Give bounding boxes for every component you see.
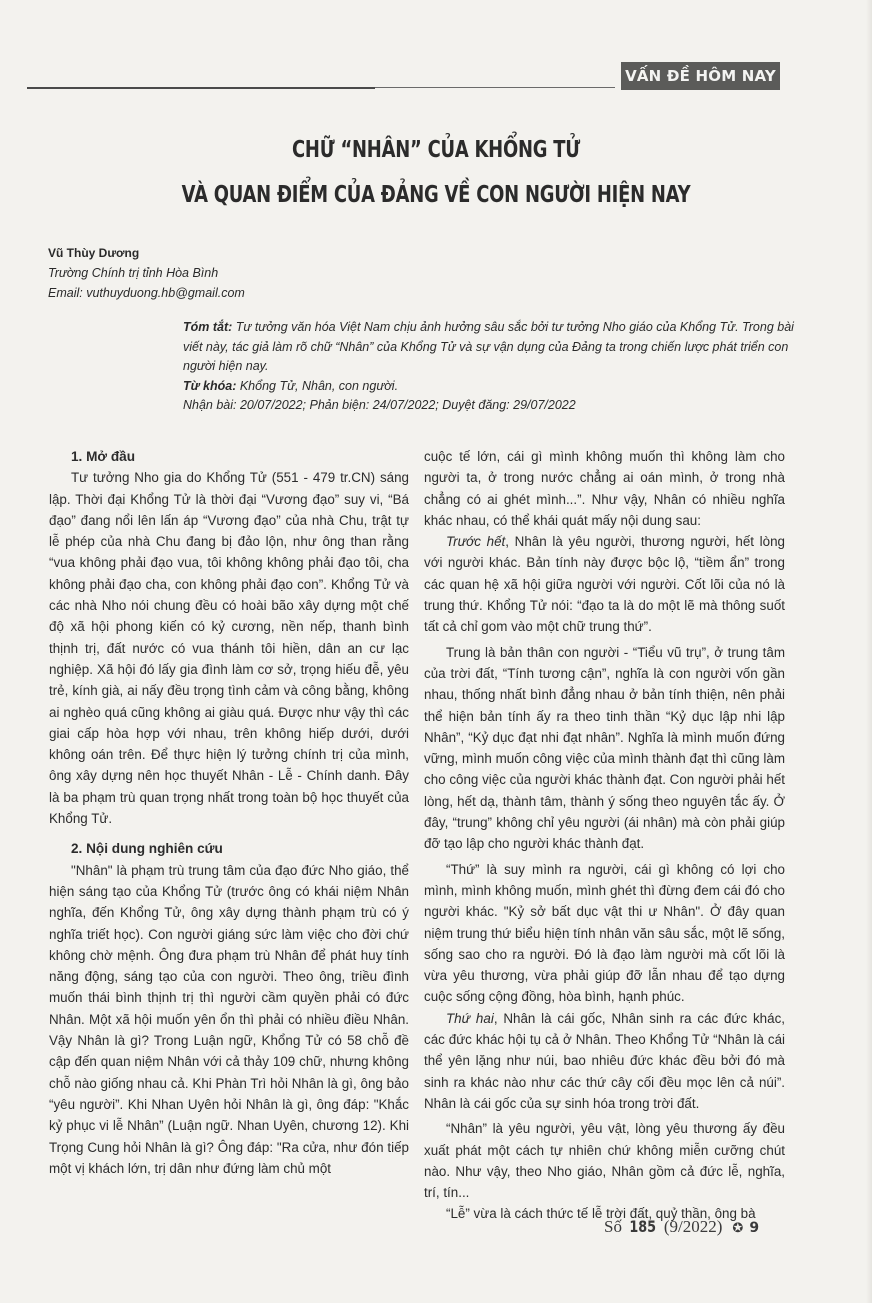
paragraph: cuộc tế lớn, cái gì mình không muốn thì không làm cho người ta, ở trong nước chẳng ai oán mình, ở trong nhà chẳng có ai ghét mình...”. Như vậy, Nhân có nhiều nghĩa khác nhau, có thể khái quát mấy nội dung sau: xyxy=(424,449,785,528)
header-rule xyxy=(27,87,375,89)
section-badge: VẤN ĐỀ HÔM NAY xyxy=(621,62,780,90)
paragraph xyxy=(424,1008,785,1114)
emphasis: Trước hết xyxy=(446,534,506,550)
article-title-line2: VÀ QUAN ĐIỂM CỦA ĐẢNG VỀ CON NGƯỜI HIỆN NAY xyxy=(181,182,691,208)
paragraph: “Lễ” vừa là cách thức tế lễ trời đất, quỷ thần, ông bà xyxy=(446,1206,756,1222)
abstract-label: Tóm tắt: xyxy=(183,320,233,334)
author-block xyxy=(48,243,245,303)
paragraph: Trung là bản thân con người - “Tiểu vũ trụ”, ở trung tâm của trời đất, “Tính tương cận”, nghĩa là con người vốn gần nhau, thống nhất bình đẳng nhau ở bản tính thiện, nên phải thể hiện bản tính ấy ra theo tinh thần “Kỷ dục lập nhi lập Nhân”, “Kỷ dục đạt nhi đạt nhân”. Nghĩa là mình muốn đứng vững, mình muốn công việc của mình thành đạt thì cũng làm cho công việc của người khác thành đạt. Con người phải hết lòng, hết dạ, thành tâm, thành ý sống theo nguyên tắc ấy. Ở đây, “trung” không chỉ yêu người (ái nhân) mà còn phải giúp đỡ tạo lập cho người khác thành đạt. xyxy=(424,644,785,852)
article-title xyxy=(96,128,776,218)
paragraph: "Nhân" là phạm trù trung tâm của đạo đức Nho giáo, thể hiện sáng tạo của Khổng Tử (trước ông có khái niệm Nhân nghĩa, đến Khổng Tử, ông xây dựng thành phạm trù có ý nghĩa triết học). Con người giáng sức làm việc cho đời chứ không chờ mệnh. Ông đưa phạm trù Nhân để phát huy tính năng động, sáng tạo của con người. Theo ông, triều đình muốn thái bình thịnh trị thì người cầm quyền phải có đức Nhân. Một xã hội muốn yên ổn thì phải có nhiều điều Nhân. Vậy Nhân là gì? Trong Luận ngữ, Khổng Tử có 58 chỗ đề cập đến quan niệm Nhân với cả thảy 109 chữ, nhưng không chỗ nào giống nhau cả. Khi Phàn Trì hỏi Nhân là gì, ông bảo “yêu người”. Khi Nhan Uyên hỏi Nhân là gì, ông đáp: "Khắc kỷ phục vi lễ Nhân” (Luận ngữ. Nhan Uyên, chương 12). Khi Trọng Cung hỏi Nhân là gì? Ông đáp: "Ra cửa, như đón tiếp một vị khách lớn, trị dân như đứng làm chủ một xyxy=(49,862,409,1176)
abstract xyxy=(183,318,795,377)
section-heading-content: 2. Nội dung nghiên cứu xyxy=(71,841,223,857)
author-name: Vũ Thùy Dương xyxy=(48,246,140,260)
issue-number: 185 xyxy=(629,1217,657,1236)
paragraph: Tư tưởng Nho gia do Khổng Tử (551 - 479 tr.CN) sáng lập. Thời đại Khổng Tử là thời đại “Vương đạo” suy vi, “Bá đạo” đang nổi lên lấn áp “Vương đạo” của nhà Chu, trật tự lễ phép của nhà Chu đang bị đảo lộn, như ông than rằng “vua không phải đạo vua, tôi không không phải đạo tôi, cha không phải đạo cha, con không phải đạo con”. Khổng Tử và các nhà Nho nói chung đều có hoài bão xây dựng một chế độ xã hội phong kiến có kỷ cương, nền nếp, thanh bình thịnh trị, đất nước có vua thánh tôi hiền, dân an cư lạc nghiệp. Xã hội đó lấy gia đình làm cơ sở, trọng hiếu đễ, yêu trẻ, kính già, ai nấy đều trọng tình cảm và công bằng, không ai nghèo quá cũng không ai giàu quá. Được như vậy thì các giai cấp hòa hợp với nhau, trên không hiếp dưới, dưới không oán trên. Để thực hiện lý tưởng chính trị của mình, ông xây dựng nên học thuyết Nhân - Lễ - Chính danh. Đây là ba phạm trù quan trọng nhất trong toàn bộ học thuyết của Khổng Tử. xyxy=(49,470,409,827)
review-dates: Nhận bài: 20/07/2022; Phản biện: 24/07/2022; Duyệt đăng: 29/07/2022 xyxy=(183,398,576,412)
paragraph: “Nhân” là yêu người, yêu vật, lòng yêu thương ấy đều xuất phát một cách tự nhiên chứ không miễn cưỡng chút nào. Như vậy, theo Nho giáo, Nhân gồm cả đức lễ, nghĩa, trí, tín... xyxy=(424,1121,785,1201)
article-title-line1: CHỮ “NHÂN” CỦA KHỔNG TỬ xyxy=(291,137,581,163)
abstract-block xyxy=(183,318,795,416)
author-email: Email: vuthuyduong.hb@gmail.com xyxy=(48,286,245,300)
paragraph-text: , Nhân là cái gốc, Nhân sinh ra các đức khác, các đức khác hội tụ cả ở Nhân. Theo Khổng Tử “Nhân là cái thể yên lặng như núi, bao nhiêu đức khác đều bởi đó mà sinh ra khác nào như các thứ cây cối đều mọc lên cả núi”. Nhân là cái gốc của sự sinh hóa trong trời đất. xyxy=(424,1010,785,1111)
keywords xyxy=(183,377,795,397)
keywords-label: Từ khóa: xyxy=(183,378,237,393)
author-affiliation: Trường Chính trị tỉnh Hòa Bình xyxy=(48,266,219,280)
paragraph-text: , Nhân là yêu người, thương người, hết lòng với người khác. Bản tính này được bộc lộ, “tiềm ẩn” trong các quan hệ xã hội giữa người với người. Cốt lõi của nó là trung thứ. Khổng Tử nói: “đạo ta là do một lẽ mà thông suốt tất cả chỉ gom vào một chữ trung thứ”. xyxy=(424,534,785,635)
emphasis: Thứ hai xyxy=(446,1010,494,1026)
page-footer xyxy=(604,1217,759,1237)
abstract-text: Tư tưởng văn hóa Việt Nam chịu ảnh hưởng sâu sắc bởi tư tưởng Nho giáo của Khổng Tử. Trong bài viết này, tác giả làm rõ chữ “Nhân” của Khổng Tử và sự vận dụng của Đảng ta trong chiến lược phát triển con người hiện nay. xyxy=(183,320,794,373)
body-column-left xyxy=(49,446,409,1179)
body-column-right xyxy=(424,446,785,1225)
star-separator-icon: ✪ xyxy=(732,1221,744,1236)
issue-date: (9/2022) xyxy=(659,1217,723,1236)
header-rule-thin xyxy=(375,87,615,88)
paragraph: “Thứ” là suy mình ra người, cái gì không có lợi cho mình, mình không muốn, mình ghét thì đừng đem cái đó cho người khác. "Kỷ sở bất dục vật thi ư Nhân". Ở đây quan niệm trung thứ biểu hiện tính nhân văn sâu sắc, một lẽ sống, sống sao cho ra người. Đó là đạo làm người mà cốt lõi là vừa yêu thương, vừa phải giúp đỡ lẫn nhau để tạo dựng cuộc sống cộng đồng, hòa bình, hạnh phúc. xyxy=(424,861,785,1005)
page-edge-shadow xyxy=(866,0,872,1303)
keywords-text: Khổng Tử, Nhân, con người. xyxy=(236,378,399,393)
page-number: 9 xyxy=(749,1220,760,1236)
issue-prefix: Số xyxy=(604,1217,627,1236)
paragraph xyxy=(424,531,785,637)
section-heading-intro: 1. Mở đầu xyxy=(71,449,136,464)
